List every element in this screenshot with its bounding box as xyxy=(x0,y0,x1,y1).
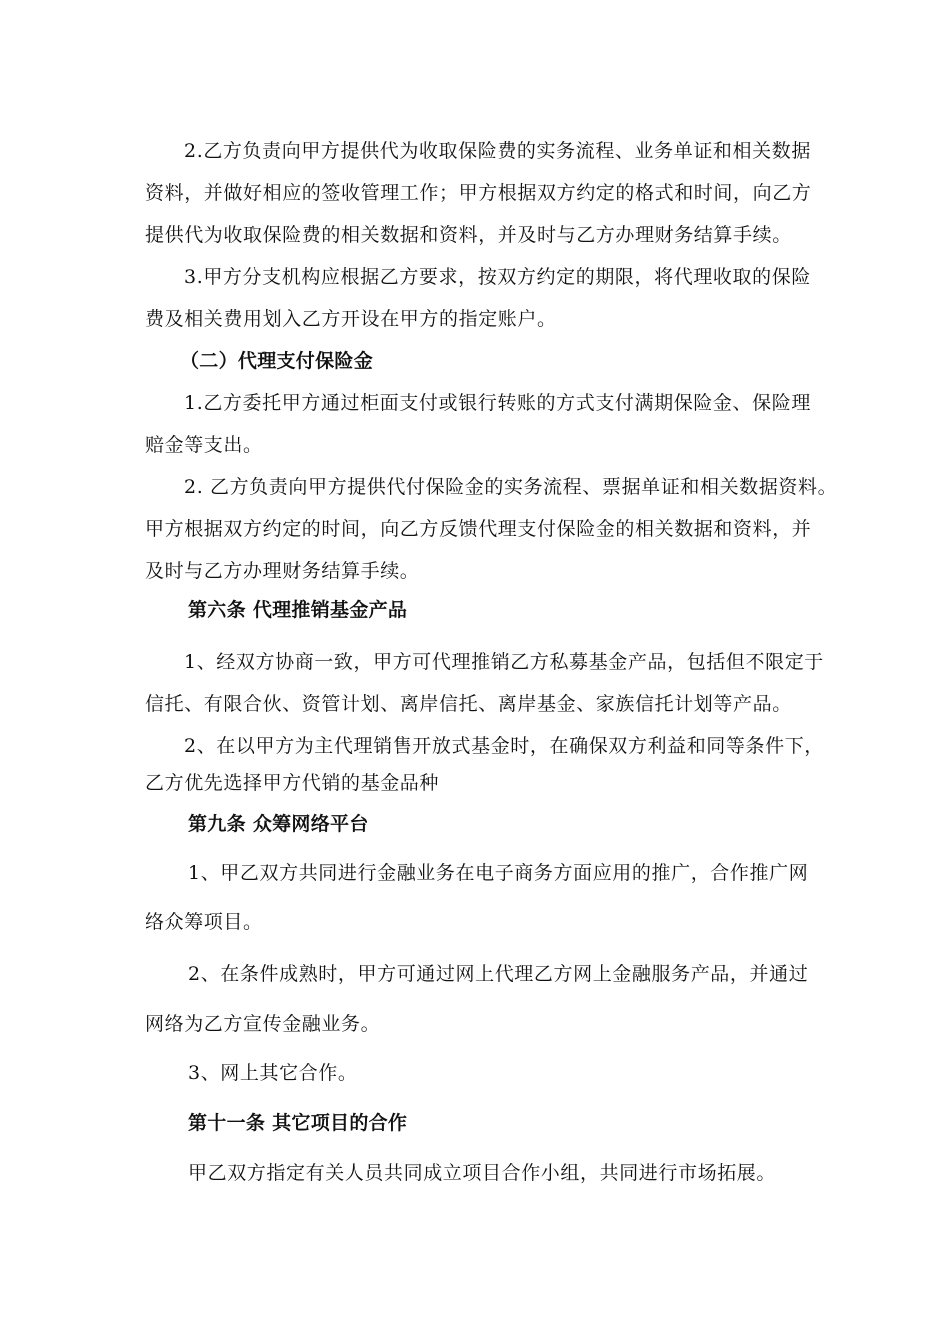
article-heading: 第六条 代理推销基金产品 xyxy=(188,599,408,621)
paragraph-line: 网络为乙方宣传金融业务。 xyxy=(145,1013,381,1035)
paragraph-line: 1.乙方委托甲方通过柜面支付或银行转账的方式支付满期保险金、保险理 xyxy=(184,392,811,414)
paragraph-line: 信托、有限合伙、资管计划、离岸信托、离岸基金、家族信托计划等产品。 xyxy=(145,693,792,715)
article-heading: 第十一条 其它项目的合作 xyxy=(188,1112,408,1134)
paragraph-line: 及时与乙方办理财务结算手续。 xyxy=(145,560,420,582)
paragraph-line: 2、在以甲方为主代理销售开放式基金时，在确保双方利益和同等条件下， xyxy=(184,735,824,757)
paragraph-line: 3.甲方分支机构应根据乙方要求，按双方约定的期限，将代理收取的保险 xyxy=(184,266,811,288)
article-heading: 第九条 众筹网络平台 xyxy=(188,813,369,835)
paragraph-line: 乙方优先选择甲方代销的基金品种 xyxy=(145,772,440,794)
paragraph-line: 甲乙双方指定有关人员共同成立项目合作小组，共同进行市场拓展。 xyxy=(188,1162,777,1184)
paragraph-line: 3、网上其它合作。 xyxy=(188,1062,358,1084)
paragraph-line: 费及相关费用划入乙方开设在甲方的指定账户。 xyxy=(145,308,557,330)
paragraph-line: 1、经双方协商一致，甲方可代理推销乙方私募基金产品，包括但不限定于 xyxy=(184,651,824,673)
paragraph-line: 赔金等支出。 xyxy=(145,434,263,456)
paragraph-line: 2. 乙方负责向甲方提供代付保险金的实务流程、票据单证和相关数据资料。 xyxy=(184,476,838,498)
paragraph-line: 1、甲乙双方共同进行金融业务在电子商务方面应用的推广，合作推广网 xyxy=(188,862,809,884)
paragraph-line: 2、在条件成熟时，甲方可通过网上代理乙方网上金融服务产品，并通过 xyxy=(188,963,809,985)
paragraph-line: 资料，并做好相应的签收管理工作；甲方根据双方约定的格式和时间，向乙方 xyxy=(145,182,812,204)
paragraph-line: 提供代为收取保险费的相关数据和资料，并及时与乙方办理财务结算手续。 xyxy=(145,224,792,246)
section-heading: （二）代理支付保险金 xyxy=(180,350,374,372)
paragraph-line: 络众筹项目。 xyxy=(145,911,263,933)
paragraph-line: 2.乙方负责向甲方提供代为收取保险费的实务流程、业务单证和相关数据 xyxy=(184,140,811,162)
paragraph-line: 甲方根据双方约定的时间，向乙方反馈代理支付保险金的相关数据和资料，并 xyxy=(145,518,812,540)
